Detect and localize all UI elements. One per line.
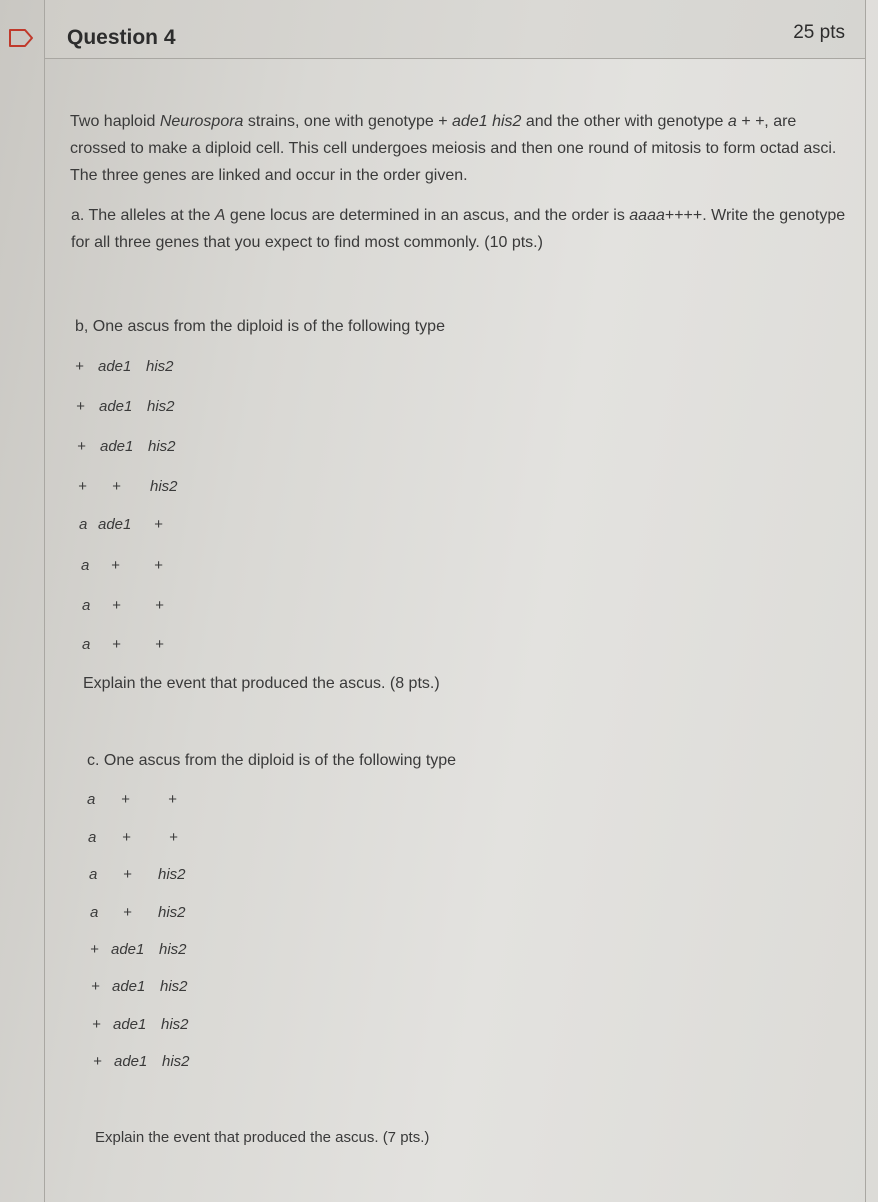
question-header [45,0,865,59]
part-a-text: a. The alleles at the A gene locus are determined in an ascus, and the order is aaaa++++. Write the genotype for all three genes that you expect to find most commonly. (10 pts.) [71,207,846,251]
question-intro: Two haploid Neurospora strains, one with genotype + ade1 his2 and the other with genotype a + +, are crossed to make a diploid cell. This cell undergoes meiosis and then one round of mitosis to form octad asci. The three genes are linked and occur in the order given. [70,113,837,184]
part-c-explain: Explain the event that produced the ascus. (7 pts.) [95,1129,430,1146]
question-title: Question 4 [67,26,176,49]
question-points: 25 pts [793,22,845,43]
flag-question-icon[interactable] [8,28,34,48]
part-b-explain: Explain the event that produced the ascus. (8 pts.) [83,675,440,692]
part-b-label: b, One ascus from the diploid is of the following type [75,318,445,335]
question-card: Question 4 25 pts Two haploid Neurospora strains, one with genotype + ade1 his2 and the other with genotype a + +, are crossed to make a diploid cell. This cell undergoes meiosis and then one round of mitosis to form octad asci. The three genes are linked and occur in the order given. a. The alleles at the A gene locus are determined in an ascus, and the order is aaaa++++. Write the genotype for all three genes that you expect to find most commonly. (10 pts.) b, One ascus from the diploid is of the following type + ade1 his2 + ade1 his2 + ade1 his2 + + his2 a ade1 + a + + a + + a + + Explain the event that produced the ascus. (8 pts.) c. One ascus from the diploid is of the following type a + + a + + a + his2 a + his2 + ade1 his2 + ade1 his2 + ade1 his2 + ade1 his2 Explain the event that produced the ascus. (7 pts.) [44,0,866,1202]
part-c-label: c. One ascus from the diploid is of the following type [87,752,457,769]
